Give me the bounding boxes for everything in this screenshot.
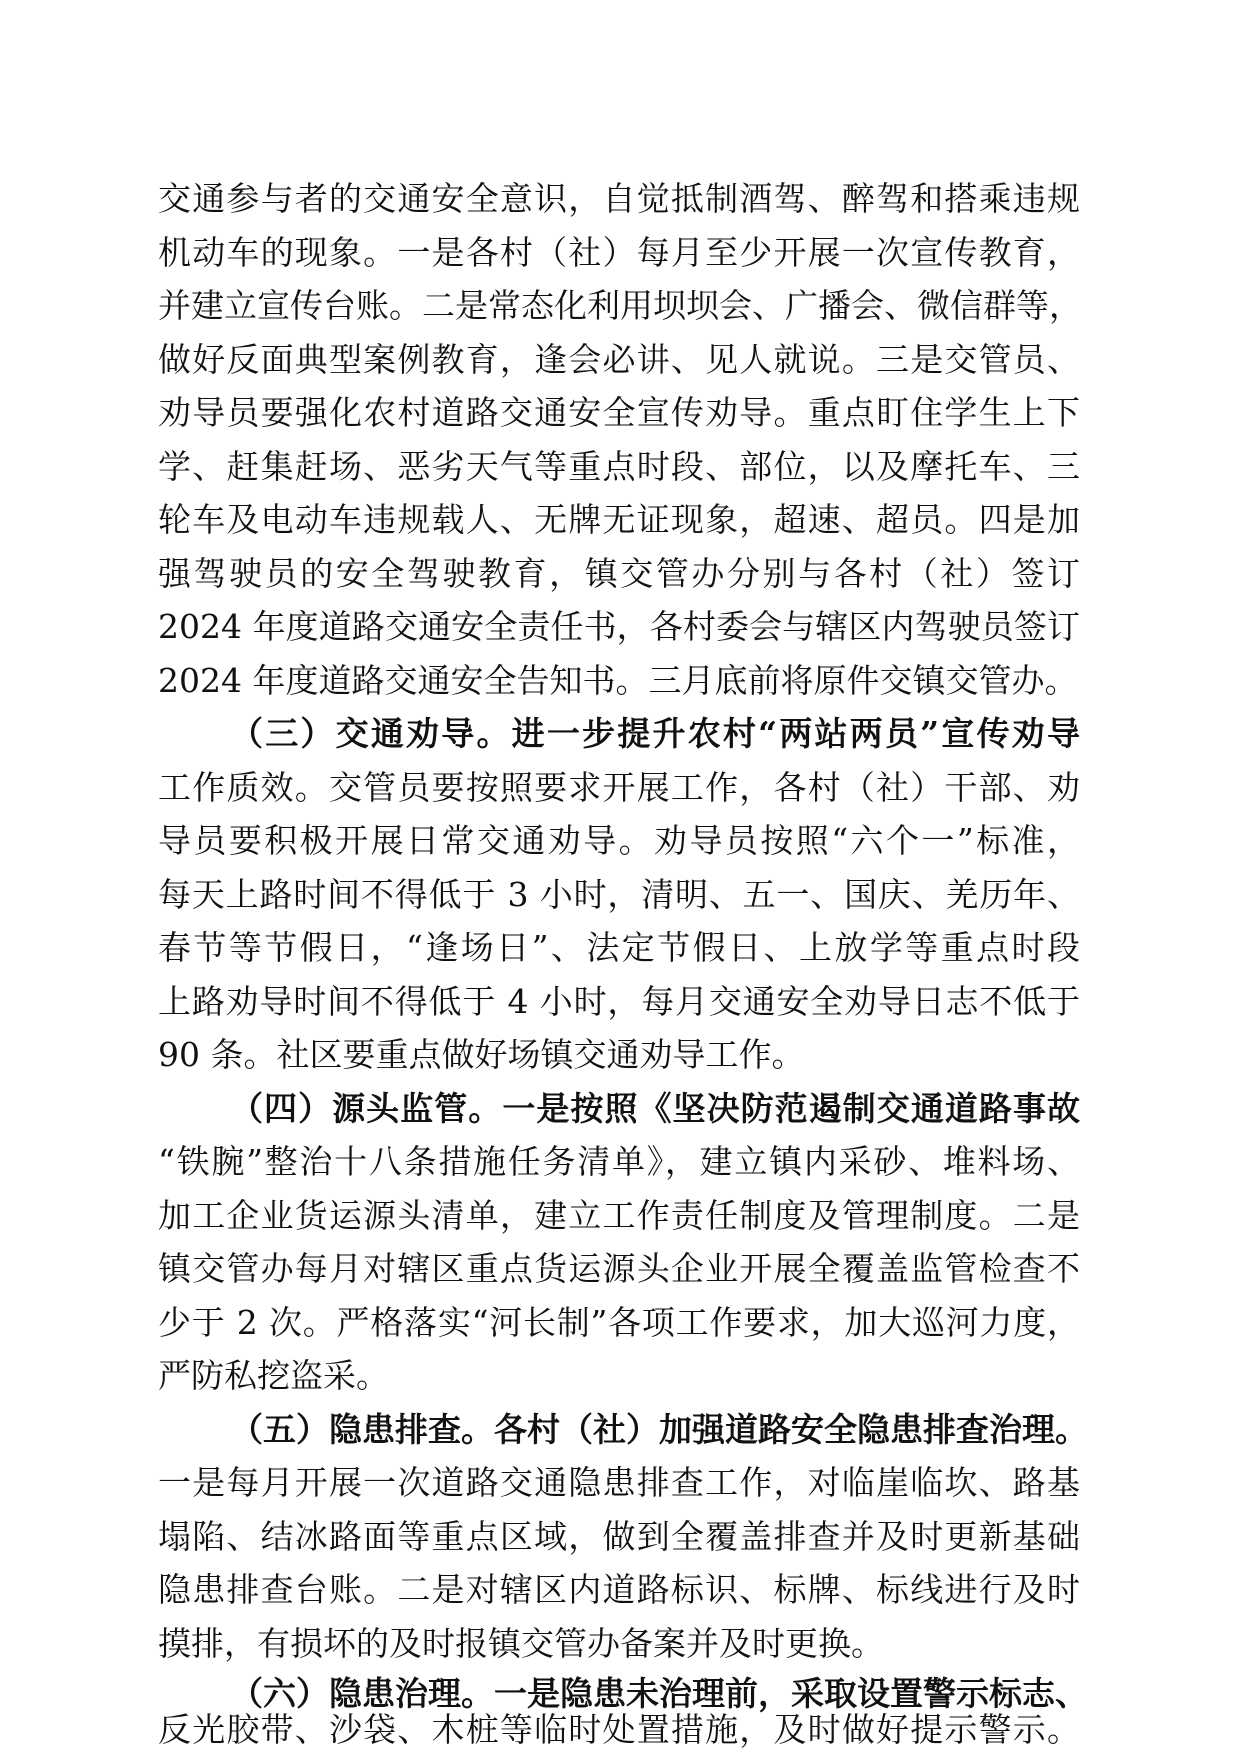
section-heading-line: （五）隐患排查。各村（社）加强道路安全隐患排查治理。 — [230, 1410, 1088, 1449]
text-line: 少于 2 次。严格落实“河长制”各项工作要求，加大巡河力度， — [158, 1303, 1080, 1342]
text-line: 做好反面典型案例教育，逢会必讲、见人就说。三是交管员、 — [158, 340, 1080, 379]
text-line: 上路劝导时间不得低于 4 小时，每月交通安全劝导日志不低于 — [158, 982, 1080, 1021]
section-heading-line: （三）交通劝导。进一步提升农村“两站两员”宣传劝导 — [230, 714, 1080, 753]
text-line: 镇交管办每月对辖区重点货运源头企业开展全覆盖监管检查不 — [158, 1249, 1080, 1288]
text-line: “铁腕”整治十八条措施任务清单》，建立镇内采砂、堆料场、 — [158, 1142, 1080, 1181]
text-line: 严防私挖盗采。 — [158, 1356, 389, 1395]
text-line: 塌陷、结冰路面等重点区域，做到全覆盖排查并及时更新基础 — [158, 1517, 1080, 1556]
text-line: 反光胶带、沙袋、木桩等临时处置措施，及时做好提示警示。 — [158, 1710, 1080, 1749]
text-line: 每天上路时间不得低于 3 小时，清明、五一、国庆、羌历年、 — [158, 875, 1080, 914]
text-line: 劝导员要强化农村道路交通安全宣传劝导。重点盯住学生上下 — [158, 393, 1080, 432]
text-line: 加工企业货运源头清单，建立工作责任制度及管理制度。二是 — [158, 1196, 1080, 1235]
text-line: 学、赶集赶场、恶劣天气等重点时段、部位，以及摩托车、三 — [158, 447, 1080, 486]
text-line: 一是每月开展一次道路交通隐患排查工作，对临崖临坎、路基 — [158, 1463, 1080, 1502]
text-line: 2024 年度道路交通安全告知书。三月底前将原件交镇交管办。 — [158, 661, 1078, 700]
text-line: 强驾驶员的安全驾驶教育，镇交管办分别与各村（社）签订 — [158, 554, 1080, 593]
text-line: 工作质效。交管员要按照要求开展工作，各村（社）干部、劝 — [158, 768, 1080, 807]
text-line: 并建立宣传台账。二是常态化利用坝坝会、广播会、微信群等， — [158, 286, 1082, 325]
text-line: 轮车及电动车违规载人、无牌无证现象，超速、超员。四是加 — [158, 500, 1080, 539]
section-heading-line: （四）源头监管。一是按照《坚决防范遏制交通道路事故 — [230, 1089, 1080, 1128]
section-heading-line: （六）隐患治理。一是隐患未治理前，采取设置警示标志、 — [230, 1674, 1088, 1713]
text-line: 机动车的现象。一是各村（社）每月至少开展一次宣传教育， — [158, 233, 1080, 272]
text-line: 交通参与者的交通安全意识，自觉抵制酒驾、醉驾和搭乘违规 — [158, 179, 1080, 218]
text-line: 2024 年度道路交通安全责任书，各村委会与辖区内驾驶员签订 — [158, 607, 1080, 646]
text-line: 90 条。社区要重点做好场镇交通劝导工作。 — [158, 1035, 805, 1074]
text-line: 隐患排查台账。二是对辖区内道路标识、标牌、标线进行及时 — [158, 1570, 1080, 1609]
text-line: 春节等节假日，“逢场日”、法定节假日、上放学等重点时段 — [158, 928, 1080, 967]
text-line: 导员要积极开展日常交通劝导。劝导员按照“六个一”标准， — [158, 821, 1080, 860]
text-line: 摸排，有损坏的及时报镇交管办备案并及时更换。 — [158, 1624, 884, 1663]
